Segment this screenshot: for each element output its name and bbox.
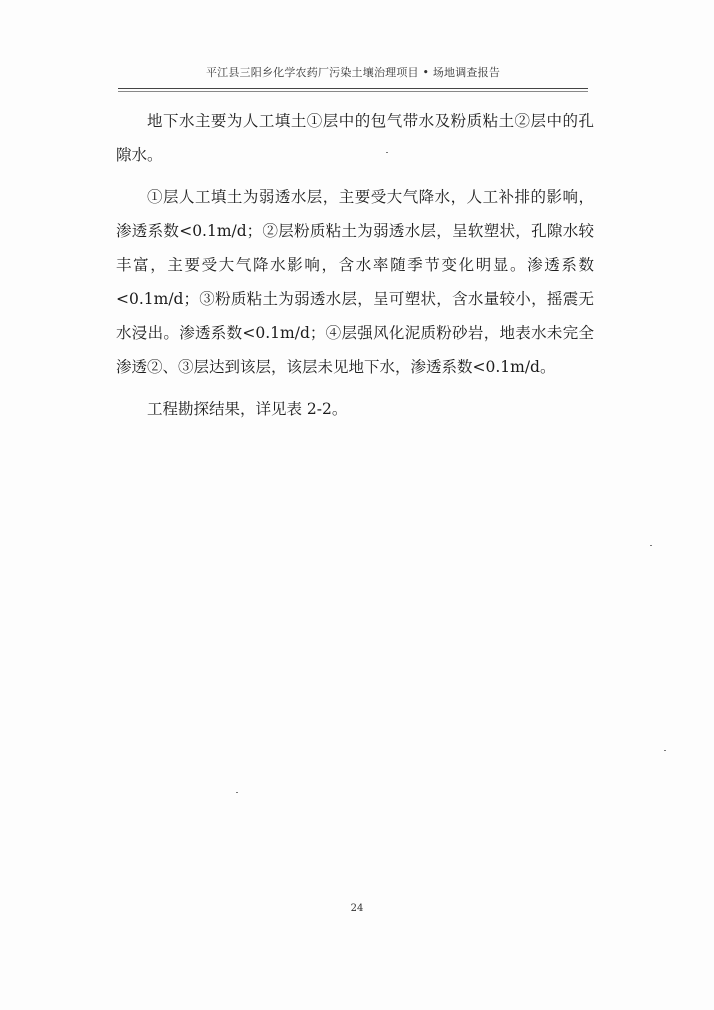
running-header: 平江县三阳乡化学农药厂污染土壤治理项目 • 场地调查报告 [205, 66, 501, 79]
paragraph-survey-results: 工程勘探结果，详见表 2-2。 [147, 400, 348, 418]
body-text [116, 104, 594, 430]
scan-speck [664, 750, 666, 751]
paragraph-layer-permeability: ①层人工填土为弱透水层，主要受大气降水，人工补排的影响，渗透系数<0.1m/d；②层粉质粘土为弱透水层，呈软塑状，孔隙水较丰富，主要受大气降水影响，含水率随季节变化明显。渗透系数<0.1m/d；③粉质粘土为弱透水层，呈可塑状，含水量较小，摇震无水浸出。渗透系数<0.1m/d；④层强风化泥质粉砂岩，地表水未完全渗透②、③层达到该层，该层未见地下水，渗透系数<0.1m/d。 [116, 188, 594, 376]
page-number: 24 [350, 903, 364, 914]
scan-speck [236, 792, 238, 793]
scan-speck [386, 152, 388, 153]
header-rule [118, 88, 588, 89]
header-rule-secondary [118, 91, 588, 92]
paragraph-groundwater-types: 地下水主要为人工填土①层中的包气带水及粉质粘土②层中的孔隙水。 [116, 112, 594, 164]
scan-speck [650, 545, 652, 546]
